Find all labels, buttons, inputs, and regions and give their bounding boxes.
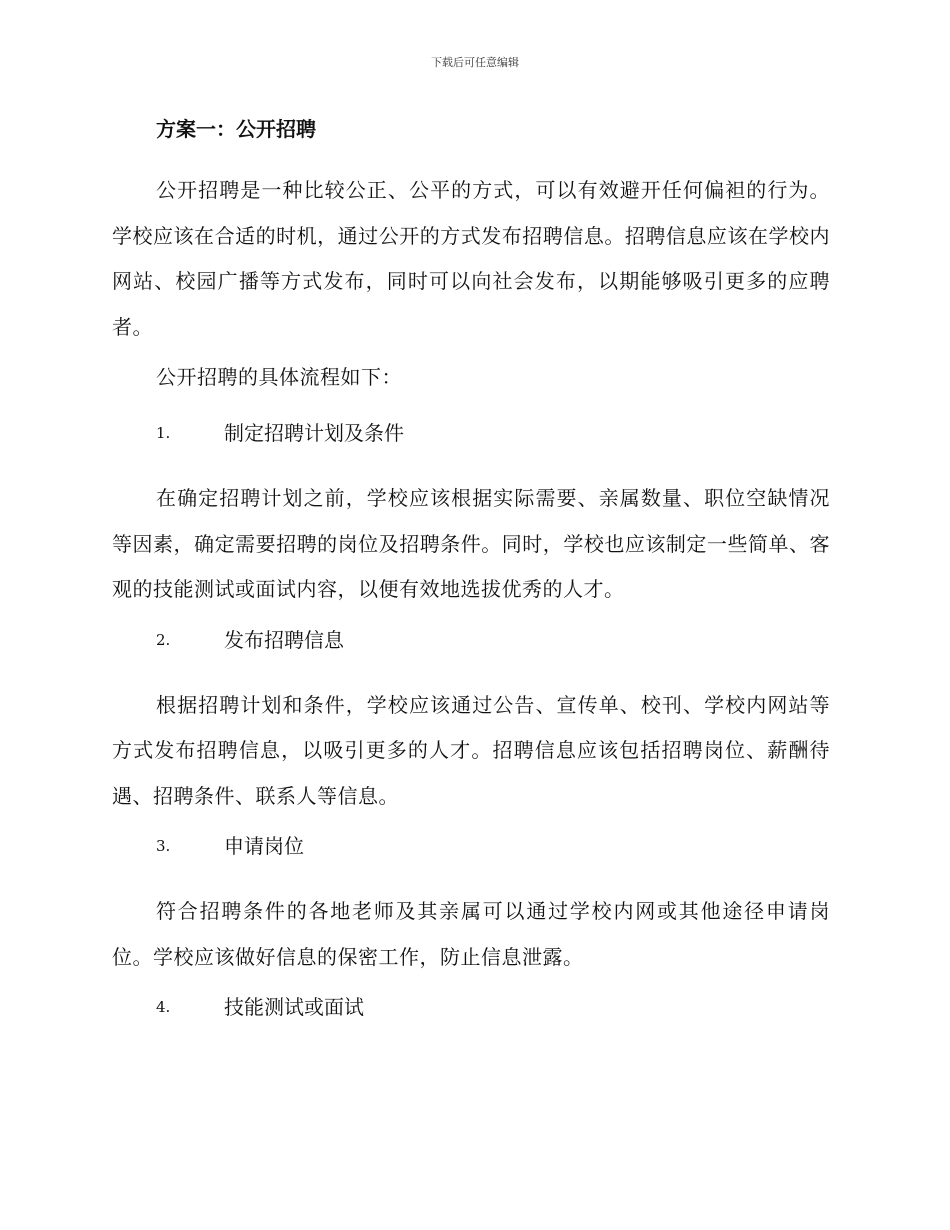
step-title: 发布招聘信息 — [224, 627, 344, 652]
process-intro: 公开招聘的具体流程如下： — [156, 365, 402, 389]
step-number: 2. — [156, 630, 171, 649]
step-4 — [112, 992, 830, 1022]
intro-paragraph: 公开招聘是一种比较公正、公平的方式，可以有效避开任何偏袒的行为。学校应该在合适的时机，通过公开的方式发布招聘信息。招聘信息应该在学校内网站、校园广播等方式发布，同时可以向社会发布，以期能够吸引更多的应聘者。 — [112, 178, 830, 339]
step-title: 制定招聘计划及条件 — [224, 421, 404, 445]
step-title: 技能测试或面试 — [224, 995, 364, 1019]
step-number: 1. — [156, 424, 171, 442]
header-note: 下载后可任意编辑 — [431, 56, 519, 69]
step-2-paragraph: 根据招聘计划和条件，学校应该通过公告、宣传单、校刊、学校内网站等方式发布招聘信息，以吸引更多的人才。招聘信息应该包括招聘岗位、薪酬待遇、招聘条件、联系人等信息。 — [112, 692, 830, 808]
step-number: 3. — [156, 837, 171, 855]
step-3 — [112, 831, 830, 861]
step-3-paragraph: 符合招聘条件的各地老师及其亲属可以通过学校内网或其他途径申请岗位。学校应该做好信息的保密工作，防止信息泄露。 — [112, 899, 830, 969]
step-number: 4. — [156, 998, 171, 1016]
step-1-paragraph: 在确定招聘计划之前，学校应该根据实际需要、亲属数量、职位空缺情况等因素，确定需要招聘的岗位及招聘条件。同时，学校也应该制定一些简单、客观的技能测试或面试内容，以便有效地选拔优秀的人才。 — [112, 486, 830, 601]
document-body — [112, 114, 830, 1050]
step-2 — [112, 625, 830, 655]
section-heading: 方案一：公开招聘 — [156, 117, 316, 141]
step-title: 申请岗位 — [224, 834, 304, 858]
step-1 — [112, 418, 830, 448]
